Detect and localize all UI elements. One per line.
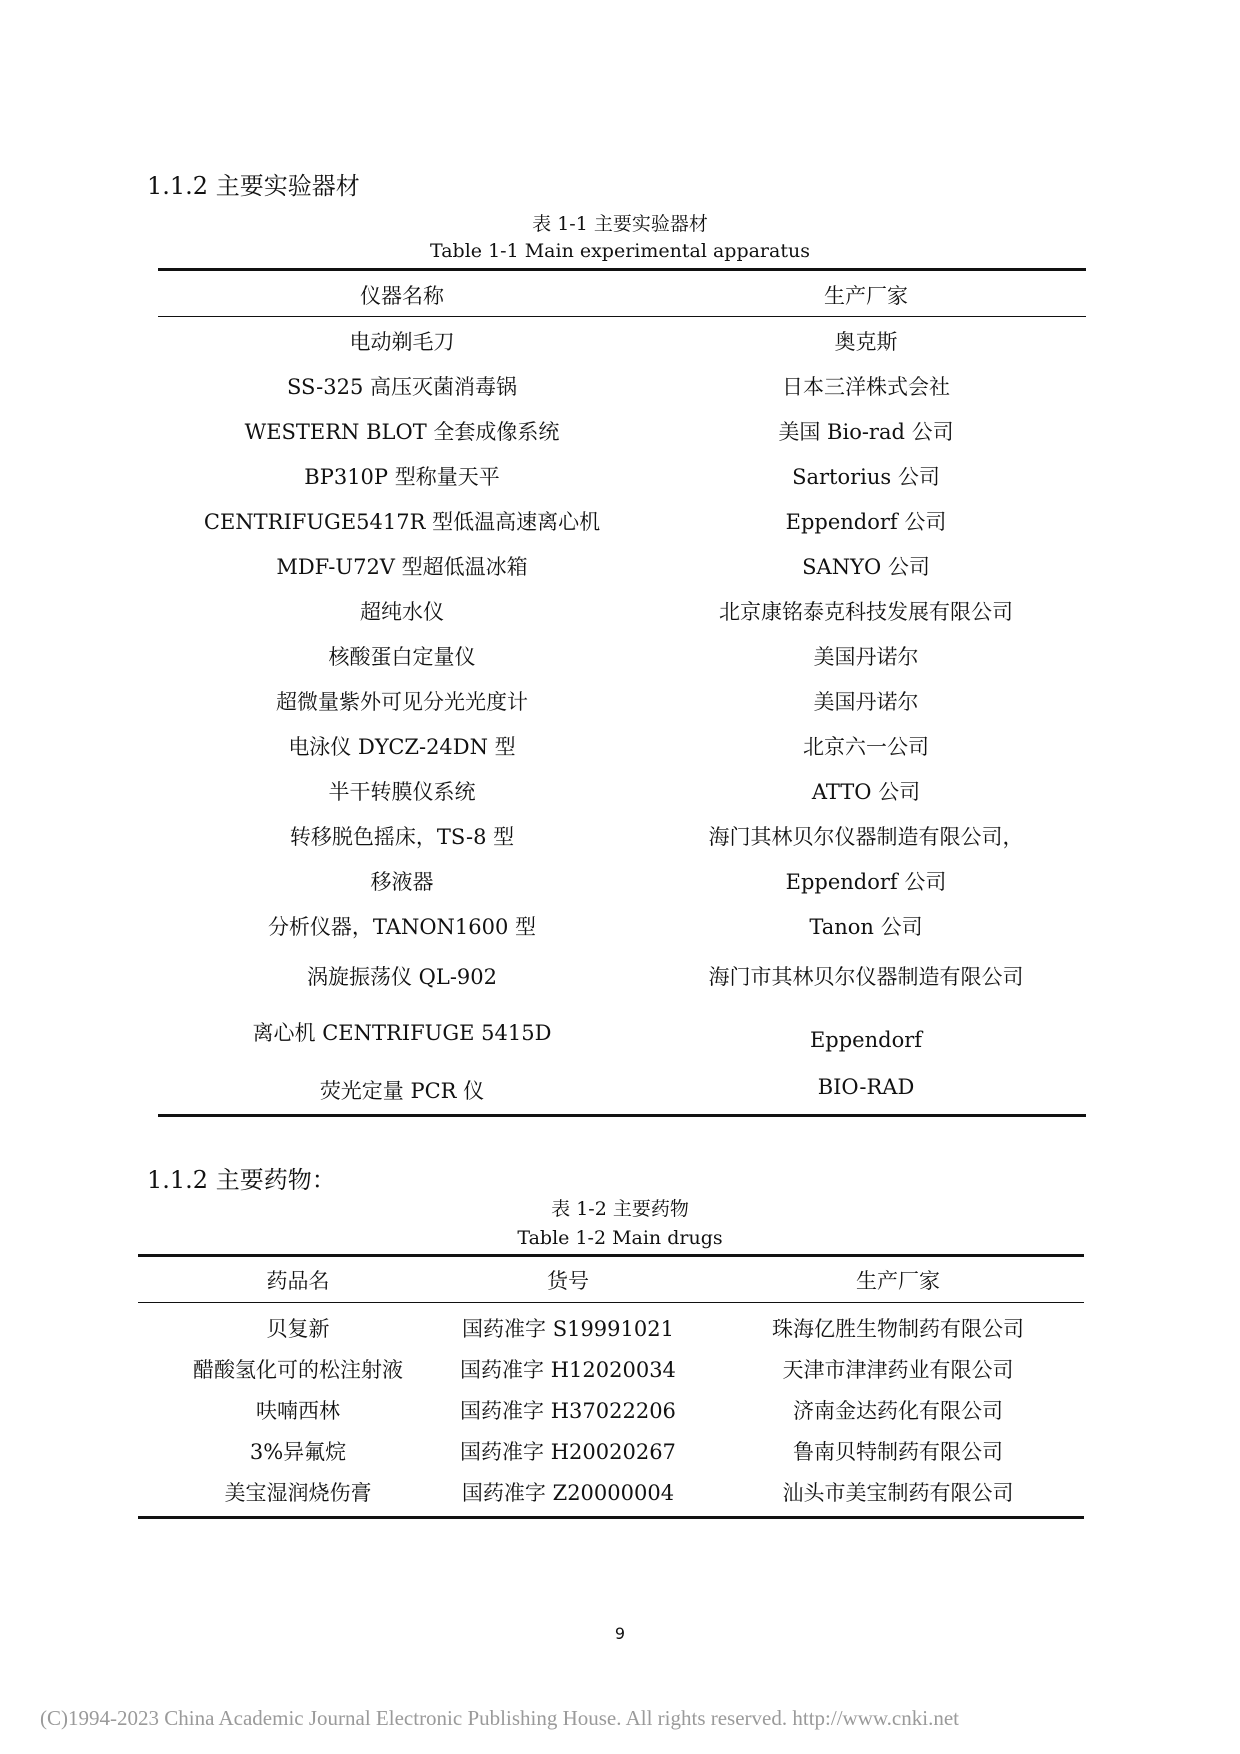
table2-caption-cn: 表 1-2 主要药物 xyxy=(551,1198,689,1220)
table2-cell-drug: 美宝湿润烧伤膏 xyxy=(224,1481,372,1505)
table1-cell-manufacturer: 美国丹诺尔 xyxy=(813,645,919,669)
table1-top-rule xyxy=(158,268,1086,271)
table1-cell-manufacturer: 奥克斯 xyxy=(834,330,898,354)
table1-cell-instrument: CENTRIFUGE5417R 型低温高速离心机 xyxy=(203,510,601,534)
table2-cell-manufacturer: 珠海亿胜生物制药有限公司 xyxy=(772,1317,1024,1341)
table1-cell-manufacturer: 海门其林贝尔仪器制造有限公司， xyxy=(708,825,1024,849)
table1-header-manufacturer: 生产厂家 xyxy=(824,284,908,308)
table1-cell-manufacturer: 美国丹诺尔 xyxy=(813,690,919,714)
copyright-footer: (C)1994-2023 China Academic Journal Electronic Publishing House. All rights reserved. http://www.cnki.net xyxy=(40,1706,959,1730)
table2-cell-drug: 3%异氟烷 xyxy=(249,1440,347,1464)
table2-cell-number: 国药准字 H20020267 xyxy=(460,1440,676,1464)
table1-cell-manufacturer: 海门市其林贝尔仪器制造有限公司 xyxy=(708,965,1024,989)
table2-header-drug: 药品名 xyxy=(266,1269,330,1293)
table1-cell-instrument: 半干转膜仪系统 xyxy=(328,780,476,804)
table1-header-instrument: 仪器名称 xyxy=(360,284,444,308)
table2-cell-manufacturer: 天津市津津药业有限公司 xyxy=(782,1358,1014,1382)
table1-cell-manufacturer: 北京康铭泰克科技发展有限公司 xyxy=(719,600,1013,624)
table1-cell-manufacturer: Eppendorf xyxy=(809,1028,923,1052)
table1-cell-manufacturer: Sartorius 公司 xyxy=(792,465,940,489)
table2-cell-number: 国药准字 H12020034 xyxy=(460,1358,676,1382)
table1-cell-manufacturer: BIO-RAD xyxy=(817,1075,915,1099)
table1-bottom-rule xyxy=(158,1114,1086,1117)
table2-bottom-rule xyxy=(138,1516,1084,1519)
table2-top-rule xyxy=(138,1254,1084,1257)
table1-cell-instrument: 涡旋振荡仪 QL-902 xyxy=(306,965,497,989)
table1-cell-instrument: 荧光定量 PCR 仪 xyxy=(319,1079,485,1103)
table2-cell-number: 国药准字 S19991021 xyxy=(462,1317,674,1341)
table1-cell-instrument: 核酸蛋白定量仪 xyxy=(328,645,476,669)
table1-caption-en: Table 1-1 Main experimental apparatus xyxy=(430,240,810,262)
table1-caption-cn: 表 1-1 主要实验器材 xyxy=(532,213,708,235)
table1-cell-instrument: 离心机 CENTRIFUGE 5415D xyxy=(252,1021,552,1045)
table1-cell-manufacturer: ATTO 公司 xyxy=(811,780,921,804)
table2-cell-drug: 贝复新 xyxy=(266,1317,330,1341)
table2-cell-manufacturer: 济南金达药化有限公司 xyxy=(793,1399,1003,1423)
table1-cell-manufacturer: SANYO 公司 xyxy=(802,555,930,579)
table1-cell-instrument: WESTERN BLOT 全套成像系统 xyxy=(244,420,560,444)
table1-header-rule xyxy=(158,316,1086,317)
table1-cell-manufacturer: 日本三洋株式会社 xyxy=(782,375,950,399)
section-heading-apparatus: 1.1.2 主要实验器材 xyxy=(147,172,360,200)
table1-cell-instrument: 超纯水仪 xyxy=(360,600,444,624)
table2-cell-drug: 呋喃西林 xyxy=(256,1399,340,1423)
table1-cell-manufacturer: Tanon 公司 xyxy=(809,915,923,939)
table2-cell-manufacturer: 鲁南贝特制药有限公司 xyxy=(793,1440,1003,1464)
table2-cell-number: 国药准字 H37022206 xyxy=(460,1399,676,1423)
table1-cell-instrument: BP310P 型称量天平 xyxy=(304,465,500,489)
page-number: 9 xyxy=(614,1624,626,1643)
table1-cell-instrument: 移液器 xyxy=(370,870,434,894)
table2-header-number: 货号 xyxy=(547,1269,589,1293)
table1-cell-instrument: SS-325 高压灭菌消毒锅 xyxy=(286,375,518,399)
section-heading-drugs: 1.1.2 主要药物： xyxy=(147,1166,336,1194)
table2-cell-drug: 醋酸氢化可的松注射液 xyxy=(193,1358,403,1382)
table2-header-rule xyxy=(138,1302,1084,1303)
table1-cell-instrument: MDF-U72V 型超低温冰箱 xyxy=(276,555,528,579)
table1-cell-instrument: 电动剃毛刀 xyxy=(349,330,455,354)
table1-cell-manufacturer: Eppendorf 公司 xyxy=(785,870,947,894)
table1-cell-instrument: 超微量紫外可见分光光度计 xyxy=(276,690,528,714)
table1-cell-manufacturer: 北京六一公司 xyxy=(803,735,929,759)
table1-cell-manufacturer: 美国 Bio-rad 公司 xyxy=(778,420,954,444)
table1-cell-instrument: 分析仪器，TANON1600 型 xyxy=(267,915,537,939)
table2-cell-manufacturer: 汕头市美宝制药有限公司 xyxy=(782,1481,1014,1505)
table2-cell-number: 国药准字 Z20000004 xyxy=(461,1481,675,1505)
table1-cell-manufacturer: Eppendorf 公司 xyxy=(785,510,947,534)
table2-header-manufacturer: 生产厂家 xyxy=(856,1269,940,1293)
table1-cell-instrument: 转移脱色摇床，TS-8 型 xyxy=(289,825,515,849)
table2-caption-en: Table 1-2 Main drugs xyxy=(517,1227,723,1249)
table1-cell-instrument: 电泳仪 DYCZ-24DN 型 xyxy=(288,735,516,759)
